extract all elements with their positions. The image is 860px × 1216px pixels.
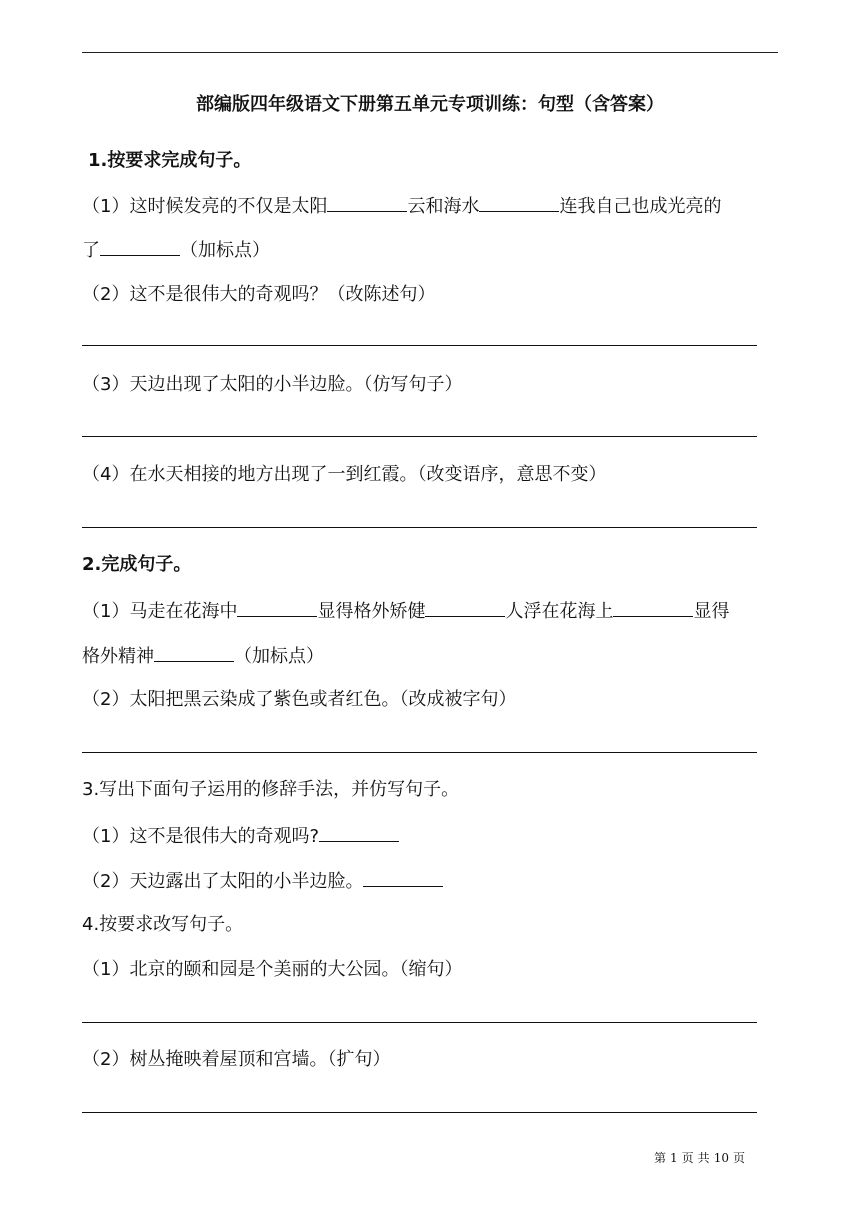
answer-blank[interactable] (100, 237, 180, 256)
answer-blank[interactable] (319, 823, 399, 842)
total-pages: 10 (713, 1151, 729, 1165)
q1-item1-text-c: 连我自己也成光亮的 (559, 196, 722, 217)
q2-item1-line2 (82, 643, 782, 669)
q2-item1-text-d: 显得 (693, 601, 730, 622)
document-title: 部编版四年级语文下册第五单元专项训练：句型（含答案） (196, 94, 664, 115)
page-footer (654, 1150, 749, 1166)
q4-item1: （1）北京的颐和园是个美丽的大公园。（缩句） (82, 959, 463, 980)
q3-item2 (82, 868, 782, 894)
q1-item4: （4）在水天相接的地方出现了一到红霞。（改变语序，意思不变） (82, 464, 607, 485)
q1-item1-text-b: 云和海水 (407, 196, 480, 217)
q2-item1-text-e: 格外精神 (82, 646, 154, 667)
header-rule (82, 52, 778, 53)
q1-item1-text-e: （加标点） (180, 240, 270, 261)
q2-item1-text-c: 人浮在花海上 (505, 601, 614, 622)
q4-heading: 4.按要求改写句子。 (82, 914, 244, 935)
answer-blank[interactable] (327, 193, 407, 212)
q3-item2-text: （2）天边露出了太阳的小半边脸。 (82, 871, 364, 892)
q3-item1-text: （1）这不是很伟大的奇观吗? (82, 826, 320, 847)
q3-item1 (82, 823, 782, 849)
footer-ye: 页 (681, 1151, 694, 1165)
page-number: 1 (670, 1151, 678, 1165)
answer-blank[interactable] (613, 598, 693, 617)
q1-item1-line2 (82, 237, 782, 263)
q2-item1-text-f: （加标点） (234, 646, 324, 667)
q1-item1-text-a: （1）这时候发亮的不仅是太阳 (82, 196, 328, 217)
q1-item3: （3）天边出现了太阳的小半边脸。（仿写句子） (82, 374, 463, 395)
q1-heading: 1.按要求完成句子。 (88, 150, 252, 171)
q2-item2: （2）太阳把黑云染成了紫色或者红色。（改成被字句） (82, 689, 517, 710)
q1-item1-line1 (82, 193, 782, 219)
q4-item2: （2）树丛掩映着屋顶和宫墙。（扩句） (82, 1049, 391, 1070)
footer-ye2: 页 (732, 1151, 745, 1165)
q3-heading: 3.写出下面句子运用的修辞手法，并仿写句子。 (82, 779, 460, 800)
answer-line[interactable] (82, 1112, 757, 1113)
answer-blank[interactable] (479, 193, 559, 212)
q2-item1-text-b: 显得格外矫健 (317, 601, 426, 622)
answer-blank[interactable] (154, 643, 234, 662)
answer-blank[interactable] (363, 868, 443, 887)
q1-item2: （2）这不是很伟大的奇观吗？（改陈述句） (82, 284, 436, 305)
answer-line[interactable] (82, 436, 757, 437)
footer-gong: 共 (697, 1151, 710, 1165)
q1-item1-text-d: 了 (82, 240, 100, 261)
answer-line[interactable] (82, 752, 757, 753)
q2-item1-text-a: （1）马走在花海中 (82, 601, 238, 622)
answer-blank[interactable] (425, 598, 505, 617)
answer-line[interactable] (82, 1022, 757, 1023)
answer-blank[interactable] (237, 598, 317, 617)
answer-line[interactable] (82, 527, 757, 528)
q2-item1-line1 (82, 598, 782, 624)
answer-line[interactable] (82, 345, 757, 346)
footer-di: 第 (654, 1151, 667, 1165)
q2-heading: 2.完成句子。 (82, 554, 192, 575)
